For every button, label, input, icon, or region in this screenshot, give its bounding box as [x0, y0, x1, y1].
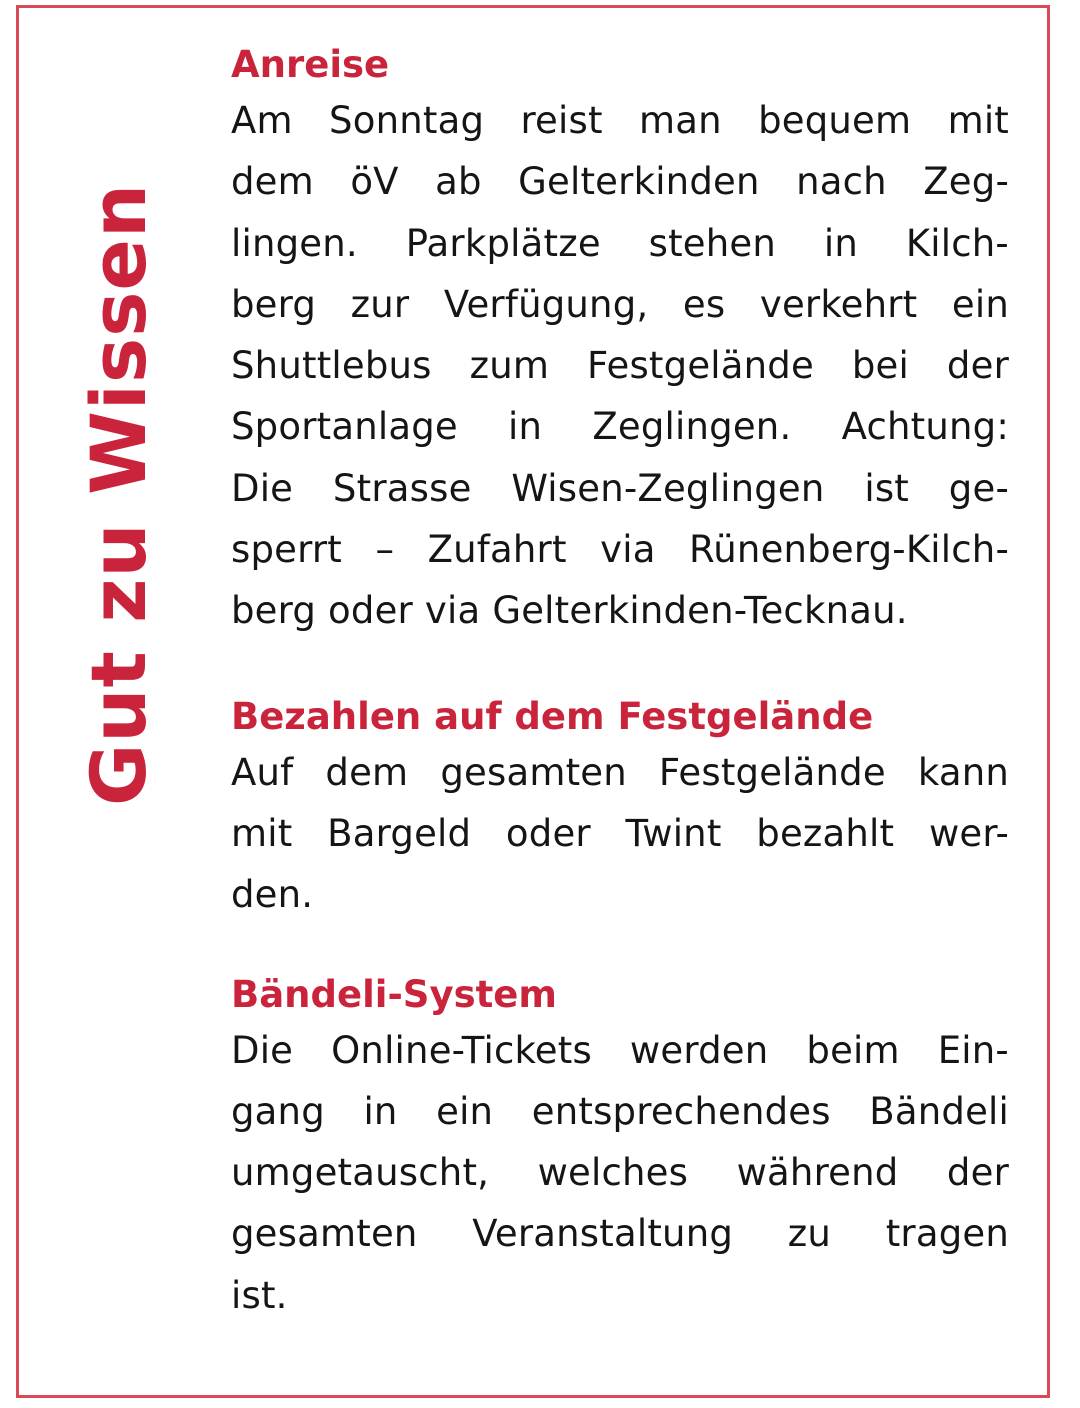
section-heading: Bändeli-System — [231, 972, 557, 1016]
paragraph-line: Sportanlage in Zeglingen. Achtung: — [231, 405, 1009, 449]
section-bezahlen — [231, 692, 1009, 926]
paragraph-line: Am Sonntag reist man bequem mit — [231, 99, 1009, 142]
paragraph-line: gesamten Veranstaltung zu tragen — [231, 1212, 1009, 1256]
paragraph-line: berg zur Verfügung, es verkehrt ein — [231, 282, 1009, 326]
info-content — [231, 40, 1009, 1364]
paragraph-line: ist. — [231, 1273, 288, 1317]
section-baendeli-system — [231, 970, 1009, 1326]
paragraph-line: Shuttlebus zum Festgelände bei der — [231, 344, 1009, 388]
paragraph-line: umgetauscht, welches während der — [231, 1151, 1009, 1195]
section-anreise — [231, 40, 1009, 642]
paragraph-line: lingen. Parkplätze stehen in Kilch- — [231, 221, 1009, 265]
paragraph-line: berg oder via Gelterkinden-Tecknau. — [231, 589, 908, 633]
paragraph-line: Die Strasse Wisen-Zeglingen ist ge- — [231, 466, 1009, 510]
paragraph-line: Die Online-Tickets werden beim Ein- — [231, 1028, 1009, 1072]
paragraph-line: dem öV ab Gelterkinden nach Zeg- — [231, 160, 1009, 204]
section-heading: Bezahlen auf dem Festgelände — [231, 694, 874, 738]
paragraph-line: den. — [231, 873, 314, 917]
section-heading: Anreise — [231, 43, 390, 86]
paragraph-line: gang in ein entsprechendes Bändeli — [231, 1089, 1009, 1133]
paragraph-line: Auf dem gesamten Festgelände kann — [231, 750, 1009, 794]
paragraph-line: sperrt – Zufahrt via Rünenberg-Kilch- — [231, 528, 1009, 572]
side-title: Gut zu Wissen — [74, 182, 163, 806]
paragraph-line: mit Bargeld oder Twint bezahlt wer- — [231, 811, 1009, 855]
